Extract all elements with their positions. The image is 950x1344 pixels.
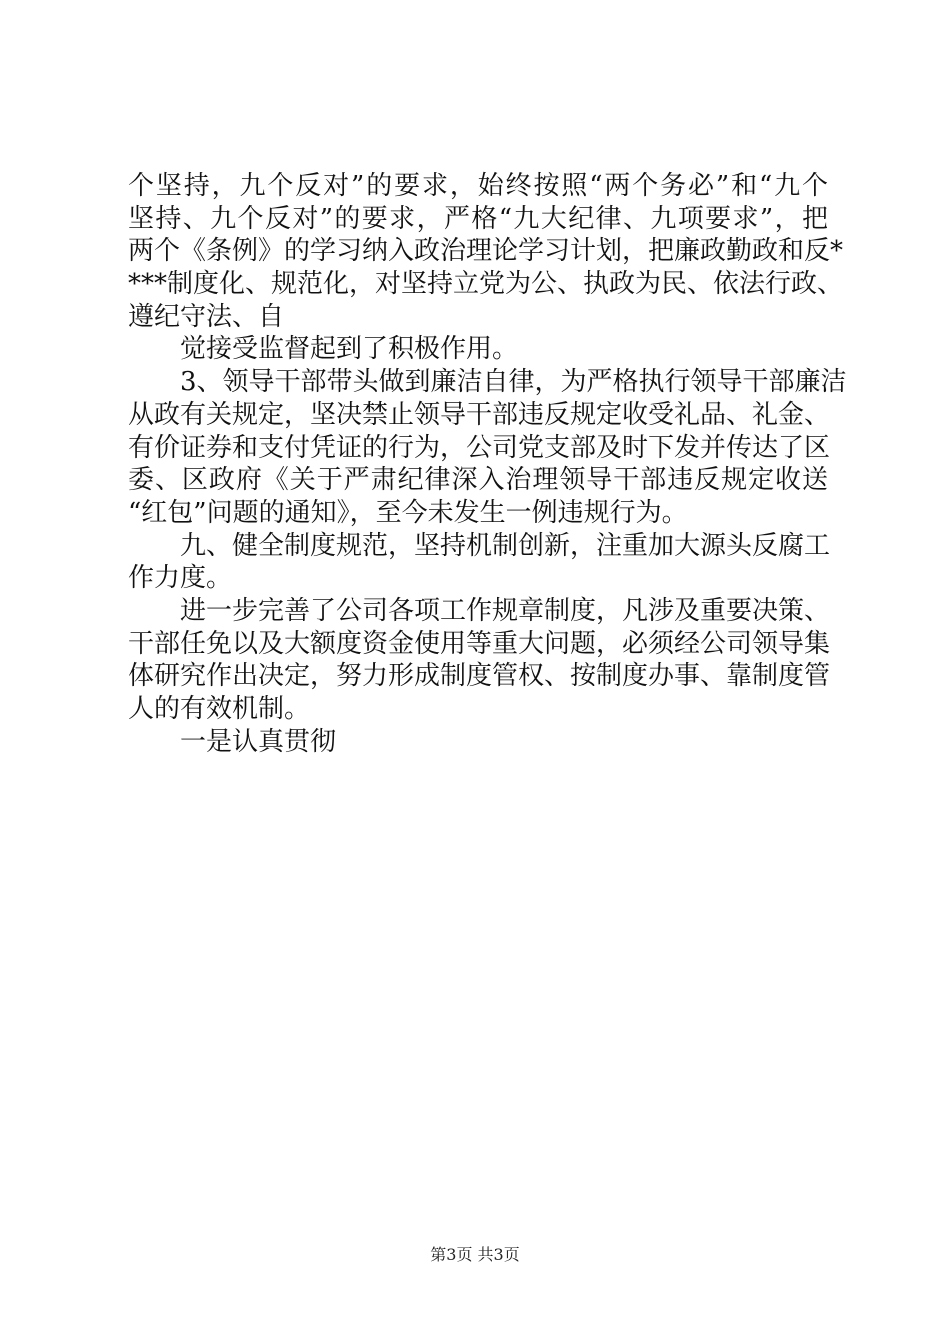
paragraph-self-discipline (128, 366, 847, 529)
text-line: 进一步完善了公司各项工作规章制度，凡涉及重要决策、 (180, 595, 831, 626)
text-line: 坚持、九个反对”的要求，严格“九大纪律、九项要求”，把 (128, 203, 828, 234)
text-line: 从政有关规定，坚决禁止领导干部违反规定收受礼品、礼金、 (128, 399, 831, 430)
text-line: 觉接受监督起到了积极作用。 (180, 334, 519, 365)
text-line: ***制度化、规范化，对坚持立党为公、执政为民、依法行政、 (128, 269, 844, 300)
text-line: 人的有效机制。 (128, 694, 311, 724)
text-line: 两个《条例》的学习纳入政治理论学习计划，把廉政勤政和反* (128, 236, 844, 267)
text-line: 有价证券和支付凭证的行为，公司党支部及时下发并传达了区 (128, 432, 831, 463)
paragraph-supervision (128, 333, 828, 366)
text-line: 遵纪守法、自 (128, 301, 285, 332)
text-line: “红包”问题的通知》，至今未发生一例违规行为。 (128, 497, 688, 528)
paragraph-continuation (128, 170, 844, 333)
text-line: 个坚持，九个反对”的要求，始终按照“两个务必”和“九个 (128, 171, 828, 201)
text-line: 九、健全制度规范，坚持机制创新，注重加大源头反腐工 (180, 530, 831, 561)
document-body (128, 170, 847, 758)
text-line: 干部任免以及大额度资金使用等重大问题，必须经公司领导集 (128, 628, 831, 659)
paragraph-first-item (128, 726, 828, 759)
paragraph-regulations (128, 595, 831, 726)
text-line: 作力度。 (128, 563, 233, 594)
text-line: 3、领导干部带头做到廉洁自律，为严格执行领导干部廉洁 (180, 367, 847, 398)
text-line: 体研究作出决定，努力形成制度管权、按制度办事、靠制度管 (128, 661, 831, 692)
page-number-footer: 第3页 共3页 (430, 1245, 520, 1264)
text-line: 一是认真贯彻 (180, 726, 337, 757)
text-line: 委、区政府《关于严肃纪律深入治理领导干部违反规定收送 (128, 465, 828, 496)
section-heading-nine (128, 530, 831, 595)
